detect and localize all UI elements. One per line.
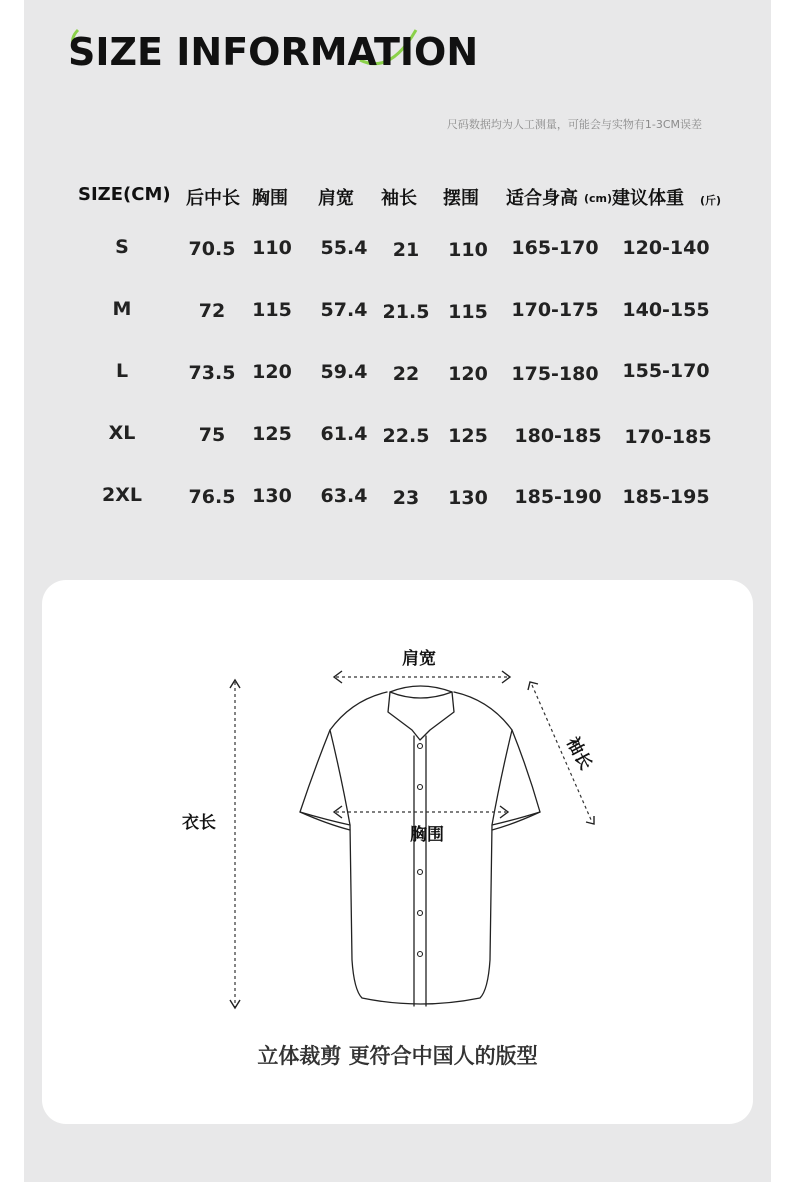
cell-back-length: 76.5 bbox=[188, 486, 236, 508]
cell-hem: 130 bbox=[448, 487, 488, 509]
chest-label: 胸围 bbox=[410, 825, 444, 845]
cell-height: 170-175 bbox=[511, 299, 599, 321]
cell-size: XL bbox=[108, 422, 136, 444]
col-height: 适合身高 bbox=[506, 188, 578, 209]
fit-caption: 立体裁剪 更符合中国人的版型 bbox=[257, 1044, 538, 1068]
col-weight: 建议体重 bbox=[612, 188, 684, 209]
cell-sleeve: 21.5 bbox=[382, 301, 430, 323]
cell-height: 165-170 bbox=[511, 237, 599, 259]
cell-sleeve: 22 bbox=[392, 363, 420, 385]
cell-hem: 125 bbox=[448, 425, 488, 447]
col-chest: 胸围 bbox=[252, 188, 288, 209]
cell-sleeve: 22.5 bbox=[382, 425, 430, 447]
cell-sleeve: 21 bbox=[392, 239, 420, 261]
cell-shoulder: 57.4 bbox=[320, 299, 368, 321]
sleeve-label: 袖长 bbox=[561, 733, 596, 774]
cell-size: M bbox=[112, 298, 132, 320]
cell-shoulder: 55.4 bbox=[320, 237, 368, 259]
cell-chest: 115 bbox=[252, 299, 292, 321]
col-back-length: 后中长 bbox=[186, 188, 240, 209]
cell-weight: 120-140 bbox=[622, 237, 710, 259]
cell-weight: 185-195 bbox=[622, 486, 710, 508]
col-sleeve: 袖长 bbox=[381, 188, 417, 209]
cell-chest: 110 bbox=[252, 237, 292, 259]
cell-back-length: 73.5 bbox=[188, 362, 236, 384]
cell-chest: 120 bbox=[252, 361, 292, 383]
cell-weight: 140-155 bbox=[622, 299, 710, 321]
measurement-note: 尺码数据均为人工测量，可能会与实物有1-3CM误差 bbox=[446, 118, 702, 131]
col-size: SIZE(CM) bbox=[78, 184, 171, 205]
cell-back-length: 72 bbox=[198, 300, 226, 322]
cell-hem: 120 bbox=[448, 363, 488, 385]
col-hem: 摆围 bbox=[443, 188, 479, 209]
col-height-unit: (cm) bbox=[584, 192, 613, 205]
cell-back-length: 75 bbox=[198, 424, 226, 446]
cell-back-length: 70.5 bbox=[188, 238, 236, 260]
cell-hem: 115 bbox=[448, 301, 488, 323]
measurement-diagram-card bbox=[42, 580, 753, 1124]
cell-chest: 125 bbox=[252, 423, 292, 445]
cell-sleeve: 23 bbox=[392, 487, 420, 509]
cell-shoulder: 59.4 bbox=[320, 361, 368, 383]
col-shoulder: 肩宽 bbox=[318, 188, 354, 209]
cell-size: 2XL bbox=[102, 484, 142, 506]
cell-height: 185-190 bbox=[514, 486, 602, 508]
cell-size: S bbox=[115, 236, 129, 258]
cell-shoulder: 63.4 bbox=[320, 485, 368, 507]
cell-chest: 130 bbox=[252, 485, 292, 507]
cell-size: L bbox=[115, 360, 129, 382]
page-title: SIZE INFORMATION bbox=[68, 30, 479, 74]
cell-height: 180-185 bbox=[514, 425, 602, 447]
cell-weight: 170-185 bbox=[624, 426, 712, 448]
col-weight-unit: (斤) bbox=[700, 194, 722, 207]
cell-height: 175-180 bbox=[511, 363, 599, 385]
shoulder-label: 肩宽 bbox=[402, 649, 436, 669]
cell-shoulder: 61.4 bbox=[320, 423, 368, 445]
cell-hem: 110 bbox=[448, 239, 488, 261]
length-label: 衣长 bbox=[182, 813, 216, 833]
cell-weight: 155-170 bbox=[622, 360, 710, 382]
